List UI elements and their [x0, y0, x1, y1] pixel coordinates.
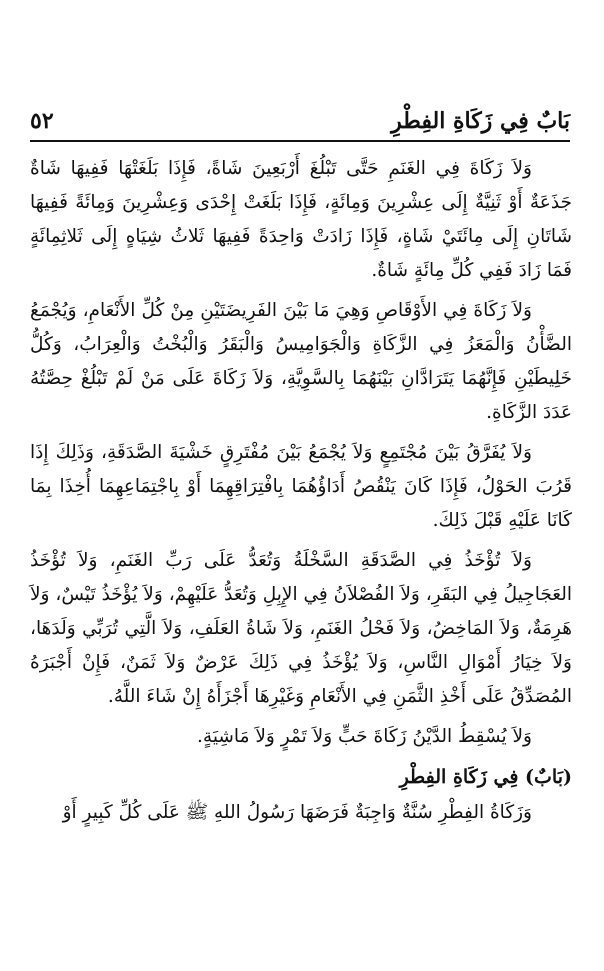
paragraph-awqas: وَلاَ زَكَاةَ فِي الأَوْقَاصِ وَهِيَ مَا بَيْنَ الفَرِيضَتَيْنِ مِنْ كُلِّ الأَنْعَامِ، وَيُجْمَعُ الضَّأْنُ وَالْمَعَزُ فِي الزَّكَاةِ وَالْجَوَامِيسُ وَالْبَقَرُ وَالْبُخْتُ وَالْعِرَابُ، وَكُلُّ خَلِيطَيْنِ فَإِنَّهُمَا يَتَرَادَّانِ بَيْنَهُمَا بِالسَّوِيَّةِ، وَلاَ زَكَاةَ عَلَى مَنْ لَمْ تَبْلُغْ حِصَّتُهُ عَدَدَ الزَّكَاةِ. — [30, 300, 572, 423]
paragraph-not-taken: وَلاَ تُؤْخَذُ فِي الصَّدَقَةِ السَّخْلَةُ وَتُعَدُّ عَلَى رَبِّ الغَنَمِ، وَلاَ تُؤْخَذُ العَجَاجِيلُ فِي البَقَرِ، وَلاَ الفُصْلاَنُ فِي الإِبِلِ وَتُعَدُّ عَلَيْهِمْ، وَلاَ يُؤْخَذُ تَيْسٌ، وَلاَ هَرِمَةٌ، وَلاَ المَاخِضُ، وَلاَ فَحْلُ الغَنَمِ، وَلاَ شَاةُ العَلَفِ، وَلاَ الَّتِي تُرَبِّي وَلَدَهَا، وَلاَ خِيَارُ أَمْوَالِ النَّاسِ، وَلاَ يُؤْخَذُ فِي ذَلِكَ عَرْضٌ وَلاَ ثَمَنٌ، فَإِنْ أَجْبَرَهُ المُصَدِّقُ عَلَى أَخْذِ الثَّمَنِ فِي الأَنْعَامِ وَغَيْرِهَا أَجْزَأَهُ إِنْ شَاءَ اللَّهُ. — [30, 550, 572, 707]
running-head: بَابٌ فِي زَكَاةِ الفِطْرِ — [391, 108, 570, 134]
page-number: ٥٢ — [30, 108, 54, 134]
header-rule — [30, 140, 570, 142]
page-header — [30, 96, 570, 136]
paragraph-sheep-zakat: وَلاَ زَكَاةَ فِي الغَنَمِ حَتَّى تَبْلُغَ أَرْبَعِينَ شَاةً، فَإِذَا بَلَغَتْهَا فَفِيهَا شَاةٌ جَذَعَةٌ أَوْ ثَنِيَّةٌ إِلَى عِشْرِينَ وَمِائَةٍ، فَإِذَا بَلَغَتْ إِحْدَى وَعِشْرِينَ وَمِائَةً فَفِيهَا شَاتَانِ إِلَى مِائَتَيْ شَاةٍ، فَإِذَا زَادَتْ وَاحِدَةً فَفِيهَا ثَلاثُ شِيَاهٍ إِلَى ثَلاثِمِائَةٍ فَمَا زَادَ فَفِي كُلِّ مِائَةٍ شَاةٌ. — [30, 158, 572, 281]
paragraph-no-separation: وَلاَ يُفَرَّقُ بَيْنَ مُجْتَمِعٍ وَلاَ يُجْمَعُ بَيْنَ مُفْتَرِقٍ خَشْيَةَ الصَّدَقَةِ، وَذَلِكَ إِذَا قَرُبَ الحَوْلُ، فَإِذَا كَانَ يَنْقُصُ أَدَاؤُهُمَا بِافْتِرَاقِهِمَا أَوْ بِاجْتِمَاعِهِمَا أُخِذَا بِمَا كَانَا عَلَيْهِ قَبْلَ ذَلِكَ. — [30, 442, 572, 531]
section-heading: (بَابٌ) فِي زَكَاةِ الفِطْرِ — [399, 766, 572, 788]
paragraph-zakat-fitr: وَزَكَاةُ الفِطْرِ سُنَّةٌ وَاجِبَةٌ فَرَضَهَا رَسُولُ اللهِ ﷺ عَلَى كُلِّ كَبِيرٍ أَوْ — [62, 802, 532, 823]
paragraph-debt: وَلاَ يُسْقِطُ الدَّيْنُ زَكَاةَ حَبٍّ وَلاَ تَمْرٍ وَلاَ مَاشِيَةٍ. — [197, 726, 532, 747]
body-text — [30, 152, 572, 836]
